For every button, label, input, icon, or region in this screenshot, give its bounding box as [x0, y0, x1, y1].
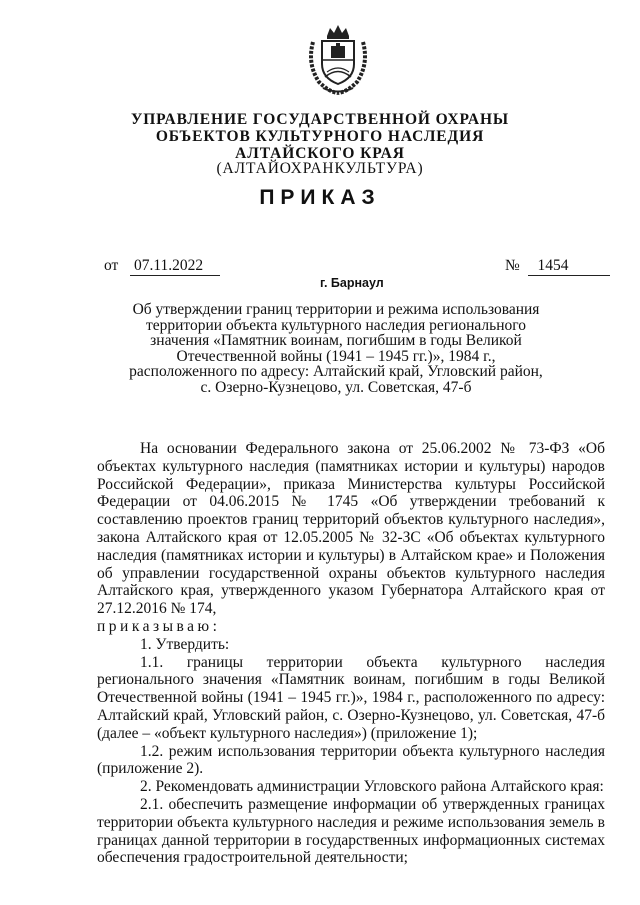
item-1: 1. Утвердить:: [140, 635, 230, 653]
org-name-line1: УПРАВЛЕНИЕ ГОСУДАРСТВЕННОЙ ОХРАНЫ: [130, 111, 510, 128]
altai-krai-coat-of-arms-icon: [303, 22, 373, 96]
document-date: 07.11.2022: [130, 257, 220, 276]
org-name-line3: АЛТАЙСКОГО КРАЯ: [235, 145, 405, 162]
date-row: [104, 257, 220, 276]
org-name-line2: ОБЪЕКТОВ КУЛЬТУРНОГО НАСЛЕДИЯ: [155, 128, 485, 145]
order-word: приказываю:: [97, 617, 221, 635]
org-short-name: (АЛТАЙОХРАНКУЛЬТУРА): [216, 160, 424, 177]
subject-line: расположенного по адресу: Алтайский край, Угловский район,: [129, 363, 543, 380]
document-title: ПРИКАЗ: [259, 186, 381, 209]
subject-line: с. Озерно-Кузнецово, ул. Советская, 47-б: [200, 378, 472, 396]
document-subject: [120, 302, 552, 395]
document-body: [97, 440, 605, 867]
subject-line: территории объекта культурного наследия регионального: [145, 316, 527, 334]
city: г. Барнаул: [320, 276, 384, 290]
document-number: 1454: [528, 257, 610, 276]
subject-line: значения «Памятник воинам, погибшим в годы Великой: [150, 332, 522, 349]
item-2-1: 2.1. обеспечить размещение информации об утвержденных границах территории объекта культурного наследия и режиме использования земель в границах данной территории в государственных информационных системах обеспечения градостроительной деятельности;: [97, 795, 605, 867]
subject-line: Отечественной войны (1941 – 1945 гг.)», 1984 г.,: [176, 347, 496, 365]
subject-line: Об утверждении границ территории и режима использования: [132, 301, 540, 318]
number-prefix: №: [505, 257, 520, 274]
item-1-2: 1.2. режим использования территории объекта культурного наследия (приложение 2).: [97, 742, 605, 778]
item-1-1: 1.1. границы территории объекта культурного наследия регионального значения «Памятник воинам, погибшим в годы Великой Отечественной войны (1941 – 1945 гг.)», 1984 г., расположенного по адресу: Алтайский край, Угловский район, с. Озерно-Кузнецово, ул. Советская, 47-б (далее – «объект культурного наследия») (приложение 1);: [97, 653, 605, 742]
item-2: 2. Рекомендовать администрации Угловского района Алтайского края:: [140, 778, 604, 796]
number-row: [505, 257, 610, 276]
date-prefix: от: [104, 257, 119, 274]
preamble-paragraph: На основании Федерального закона от 25.06.2002 № 73-ФЗ «Об объектах культурного наследия (памятниках истории и культуры) народов Российской Федерации», приказа Министерства культуры Российской Федерации от 04.06.2015 № 1745 «Об утверждении требований к составлению проектов границ территорий объектов культурного наследия», закона Алтайского края от 12.05.2005 № 32-ЗС «Об объектах культурного наследия (памятниках истории и культуры) в Алтайском крае» и Положения об управлении государственной охраны объектов культурного наследия Алтайского края, утвержденного указом Губернатора Алтайского края от 27.12.2016 № 174,: [97, 440, 605, 618]
